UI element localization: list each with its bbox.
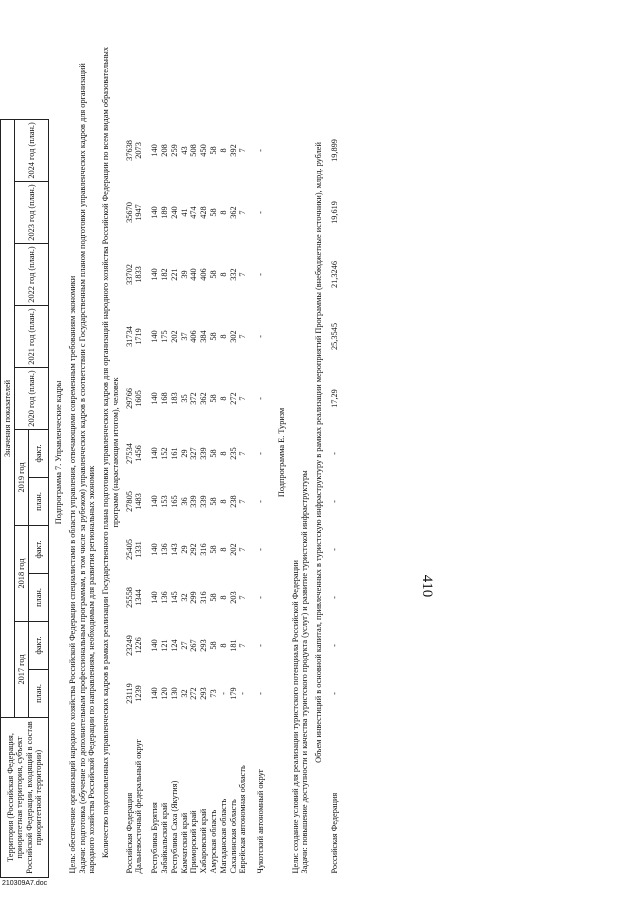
value-cell: 1483 (134, 493, 144, 510)
value-cell: 362 (228, 206, 238, 219)
value-cell: 140 (150, 687, 160, 700)
value-cell: 27805 (124, 491, 134, 512)
value-cell: 175 (160, 330, 170, 343)
row-spacer (150, 27, 160, 119)
table-row (125, 27, 135, 877)
value-cell: 140 (150, 447, 160, 460)
value-cell: 29 (179, 449, 189, 458)
value-cell: 1605 (134, 390, 144, 407)
section-e-indicator: Объем инвестиций в основной капитал, привлеченных в туристскую инфраструктуру в рамках реализации мероприятий Программы (внебюджетные источники), млрд. рублей (314, 142, 324, 763)
value-cell: - (329, 596, 339, 599)
value-cell: 8 (218, 643, 228, 648)
value-cell: 140 (150, 543, 160, 556)
value-cell: 208 (160, 144, 170, 157)
row-spacer (229, 27, 239, 119)
value-cell: 140 (150, 330, 160, 343)
table-row (238, 27, 248, 877)
table-row (170, 27, 180, 877)
row-spacer (238, 27, 248, 119)
row-spacer (328, 27, 346, 119)
value-cell: 140 (150, 591, 160, 604)
value-cell: 58 (208, 270, 218, 279)
header-spacer (1, 27, 49, 119)
territory-name: Амурская область (208, 809, 218, 874)
value-cell: - (329, 452, 339, 455)
value-cell: 202 (169, 330, 179, 343)
territory-name: Дальневосточный федеральный округ (134, 739, 144, 874)
section-7-goal: Цель: обеспечение организаций народного хозяйства Российской Федерации специалистами в области управления, отвечающими современным требованиям экономики (67, 275, 77, 874)
value-cell: 272 (228, 392, 238, 405)
value-cell: 27534 (124, 443, 134, 464)
value-cell: 1344 (134, 589, 144, 606)
year-2019-header: 2019 год (15, 430, 29, 526)
value-cell: - (256, 548, 266, 551)
value-cell: 189 (160, 206, 170, 219)
value-cell: 392 (228, 144, 238, 157)
value-cell: 8 (218, 210, 228, 215)
value-cell: 32 (179, 593, 189, 602)
value-cell: - (256, 596, 266, 599)
year-2017-header: 2017 год (15, 622, 29, 718)
territory-name: Еврейская автономная область (238, 765, 248, 874)
value-cell: 19,899 (329, 139, 339, 162)
section-7-task: Задачи: подготовка (обучение по дополнительным профессиональным программам, в том числе за рубежом) управленческих кадров в соответствии с Государственным планом подготовки управленческих кадров для организаций народного хозяйства Российской Федерации по направлениям, необходимым для развития региональных экономик (77, 63, 97, 874)
table-row (134, 27, 144, 877)
value-cell: 8 (218, 451, 228, 456)
value-cell: 140 (150, 495, 160, 508)
value-cell: 7 (238, 272, 248, 277)
value-cell: 8 (218, 148, 228, 153)
fact-header: факт. (29, 526, 49, 574)
value-cell: - (329, 548, 339, 551)
section-e-body (272, 27, 346, 877)
value-cell: 140 (150, 206, 160, 219)
value-cell: 272 (189, 687, 199, 700)
value-cell: 165 (169, 495, 179, 508)
value-cell: 130 (169, 687, 179, 700)
value-cell: 43 (179, 146, 189, 155)
value-cell: 1833 (134, 266, 144, 283)
value-cell: 406 (189, 330, 199, 343)
value-cell: 8 (218, 499, 228, 504)
territory-name: Российская Федерация (124, 792, 134, 874)
value-cell: 292 (189, 543, 199, 556)
value-cell: 316 (199, 591, 209, 604)
value-cell: 25,3545 (329, 323, 339, 350)
value-cell: 168 (160, 392, 170, 405)
section-e-goal: Цели: создание условий для реализации туристского потенциала Российской Федерации (290, 560, 300, 874)
value-cell: 238 (228, 495, 238, 508)
value-cell: 153 (160, 495, 170, 508)
value-cell: 58 (208, 593, 218, 602)
value-cell: - (329, 692, 339, 695)
value-cell: 440 (189, 268, 199, 281)
value-cell: 37 (179, 332, 189, 341)
value-cell: 293 (199, 687, 209, 700)
value-cell: 73 (208, 689, 218, 698)
value-cell: 140 (150, 144, 160, 157)
section-e-task: Задачи: повышение доступности и качества туристского продукта (услуг) и развитие туристской инфраструктуры (300, 470, 310, 874)
territory-name: Приморский край (189, 810, 199, 874)
file-code: 210309А7.doc (2, 880, 48, 887)
table-row (160, 27, 170, 877)
plan-header: план. (29, 574, 49, 622)
territory-name: Республика Саха (Якутия) (169, 780, 179, 874)
page-number: 410 (419, 574, 435, 598)
value-cell: - (238, 692, 248, 695)
section-7-title: Подпрограмма 7. Управленческие кадры (54, 380, 63, 525)
value-cell: 17,29 (329, 389, 339, 408)
year-2022-header: 2022 год (план.) (15, 244, 49, 306)
row-spacer (180, 27, 190, 119)
value-cell: 41 (179, 208, 189, 217)
row-spacer (189, 27, 199, 119)
value-cell: 8 (218, 595, 228, 600)
value-cell: 58 (208, 332, 218, 341)
value-cell: 140 (150, 268, 160, 281)
value-cell: 27 (179, 641, 189, 650)
value-cell: 202 (228, 543, 238, 556)
value-cell: 23249 (124, 635, 134, 656)
value-cell: 339 (199, 447, 209, 460)
value-cell: 7 (238, 499, 248, 504)
table-row (229, 27, 239, 877)
values-header: Значения показателей (1, 119, 15, 717)
value-cell: 1239 (134, 685, 144, 702)
value-cell: 406 (199, 268, 209, 281)
value-cell: 23119 (124, 683, 134, 704)
territory-name: Камчатский край (179, 812, 189, 874)
value-cell: - (329, 644, 339, 647)
row-spacer (125, 27, 135, 119)
value-cell: - (256, 149, 266, 152)
value-cell: 58 (208, 449, 218, 458)
section-7-body (49, 27, 272, 877)
value-cell: 182 (160, 268, 170, 281)
value-cell: 29 (179, 545, 189, 554)
value-cell: 240 (169, 206, 179, 219)
value-cell: 339 (189, 495, 199, 508)
value-cell: 8 (218, 272, 228, 277)
value-cell: - (256, 692, 266, 695)
year-2021-header: 2021 год (план.) (15, 306, 49, 368)
value-cell: 372 (189, 392, 199, 405)
row-spacer (219, 27, 229, 119)
table-row (189, 27, 199, 877)
table-row (199, 27, 209, 877)
year-2020-header: 2020 год (план.) (15, 368, 49, 430)
value-cell: 120 (160, 687, 170, 700)
value-cell: 39 (179, 270, 189, 279)
fact-header: факт. (29, 430, 49, 478)
year-2023-header: 2023 год (план.) (15, 182, 49, 244)
value-cell: 124 (169, 639, 179, 652)
indicators-table (0, 27, 346, 878)
value-cell: 1456 (134, 445, 144, 462)
value-cell: 235 (228, 447, 238, 460)
value-cell: - (218, 692, 228, 695)
value-cell: 428 (199, 206, 209, 219)
value-cell: 25558 (124, 587, 134, 608)
table-header (1, 27, 49, 877)
value-cell: 221 (169, 268, 179, 281)
row-spacer (134, 27, 144, 119)
row-spacer (254, 27, 272, 119)
value-cell: 179 (228, 687, 238, 700)
value-cell: 332 (228, 268, 238, 281)
year-2018-header: 2018 год (15, 526, 29, 622)
value-cell: 140 (150, 392, 160, 405)
value-cell: - (256, 335, 266, 338)
value-cell: 384 (199, 330, 209, 343)
value-cell: - (256, 452, 266, 455)
value-cell: 58 (208, 497, 218, 506)
value-cell: 25405 (124, 539, 134, 560)
value-cell: 143 (169, 543, 179, 556)
value-cell: - (256, 397, 266, 400)
value-cell: - (256, 273, 266, 276)
value-cell: 293 (199, 639, 209, 652)
value-cell: 19,619 (329, 201, 339, 224)
value-cell: 136 (160, 543, 170, 556)
value-cell: 316 (199, 543, 209, 556)
value-cell: 508 (189, 144, 199, 157)
plan-header: план. (29, 670, 49, 718)
value-cell: 8 (218, 396, 228, 401)
value-cell: 7 (238, 148, 248, 153)
row-spacer (160, 27, 170, 119)
value-cell: 474 (189, 206, 199, 219)
table-row (180, 27, 190, 877)
value-cell: 7 (238, 451, 248, 456)
plan-header: план. (29, 478, 49, 526)
value-cell: - (329, 500, 339, 503)
value-cell: 8 (218, 547, 228, 552)
table-row (219, 27, 229, 877)
value-cell: 32 (179, 689, 189, 698)
value-cell: 136 (160, 591, 170, 604)
value-cell: 58 (208, 146, 218, 155)
rotated-page (0, 28, 610, 878)
value-cell: 161 (169, 447, 179, 460)
value-cell: 7 (238, 334, 248, 339)
table-row (150, 27, 160, 877)
value-cell: 7 (238, 210, 248, 215)
territory-name: Чукотский автономный округ (256, 768, 266, 874)
value-cell: 183 (169, 392, 179, 405)
value-cell: 7 (238, 595, 248, 600)
value-cell: 8 (218, 334, 228, 339)
value-cell: 21,3246 (329, 261, 339, 288)
value-cell: 58 (208, 641, 218, 650)
row-spacer (170, 27, 180, 119)
value-cell: 7 (238, 396, 248, 401)
value-cell: 1331 (134, 541, 144, 558)
fact-header: факт. (29, 622, 49, 670)
row-spacer (199, 27, 209, 119)
value-cell: 58 (208, 208, 218, 217)
value-cell: 7 (238, 547, 248, 552)
value-cell: - (256, 644, 266, 647)
value-cell: 7 (238, 643, 248, 648)
value-cell: 1719 (134, 328, 144, 345)
table-row (328, 27, 346, 877)
territory-header: Территория (Российская Федерация, приоритетная территория, субъект Российской Федерации, входящий в состав приоритетной территории) (1, 718, 49, 878)
value-cell: 299 (189, 591, 199, 604)
value-cell: 181 (228, 639, 238, 652)
table-row (209, 27, 219, 877)
value-cell: 302 (228, 330, 238, 343)
territory-name: Республика Бурятия (150, 802, 160, 874)
value-cell: 36 (179, 497, 189, 506)
value-cell: 121 (160, 639, 170, 652)
value-cell: - (256, 211, 266, 214)
value-cell: 37638 (124, 140, 134, 161)
value-cell: 1947 (134, 204, 144, 221)
territory-name: Сахалинская область (228, 799, 238, 874)
value-cell: 2073 (134, 142, 144, 159)
territory-name: Хабаровский край (199, 808, 209, 874)
value-cell: 145 (169, 591, 179, 604)
value-cell: 58 (208, 394, 218, 403)
value-cell: 31734 (124, 326, 134, 347)
value-cell: 339 (199, 495, 209, 508)
year-2024-header: 2024 год (план.) (15, 119, 49, 181)
territory-name: Магаданская область (218, 798, 228, 874)
value-cell: 35670 (124, 202, 134, 223)
value-cell: 267 (189, 639, 199, 652)
territory-name: Российская Федерация (329, 792, 339, 874)
value-cell: 450 (199, 144, 209, 157)
value-cell: 203 (228, 591, 238, 604)
value-cell: 1226 (134, 637, 144, 654)
value-cell: 327 (189, 447, 199, 460)
value-cell: 259 (169, 144, 179, 157)
value-cell: 152 (160, 447, 170, 460)
value-cell: - (256, 500, 266, 503)
table-row (254, 27, 272, 877)
value-cell: 140 (150, 639, 160, 652)
value-cell: 58 (208, 545, 218, 554)
value-cell: 362 (199, 392, 209, 405)
territory-name: Забайкальский край (160, 802, 170, 874)
section-7-indicator: Количество подготовленных управленческих кадров в рамках реализации Государственного плана подготовки управленческих кадров для организаций народного хозяйства Российской Федерации по всем видам образовательных программ (нарастающим итогом), человек (101, 46, 120, 858)
section-e-title: Подпрограмма Е. Туризм (276, 407, 286, 498)
value-cell: 29766 (124, 388, 134, 409)
value-cell: 33702 (124, 264, 134, 285)
row-spacer (209, 27, 219, 119)
value-cell: 35 (179, 394, 189, 403)
